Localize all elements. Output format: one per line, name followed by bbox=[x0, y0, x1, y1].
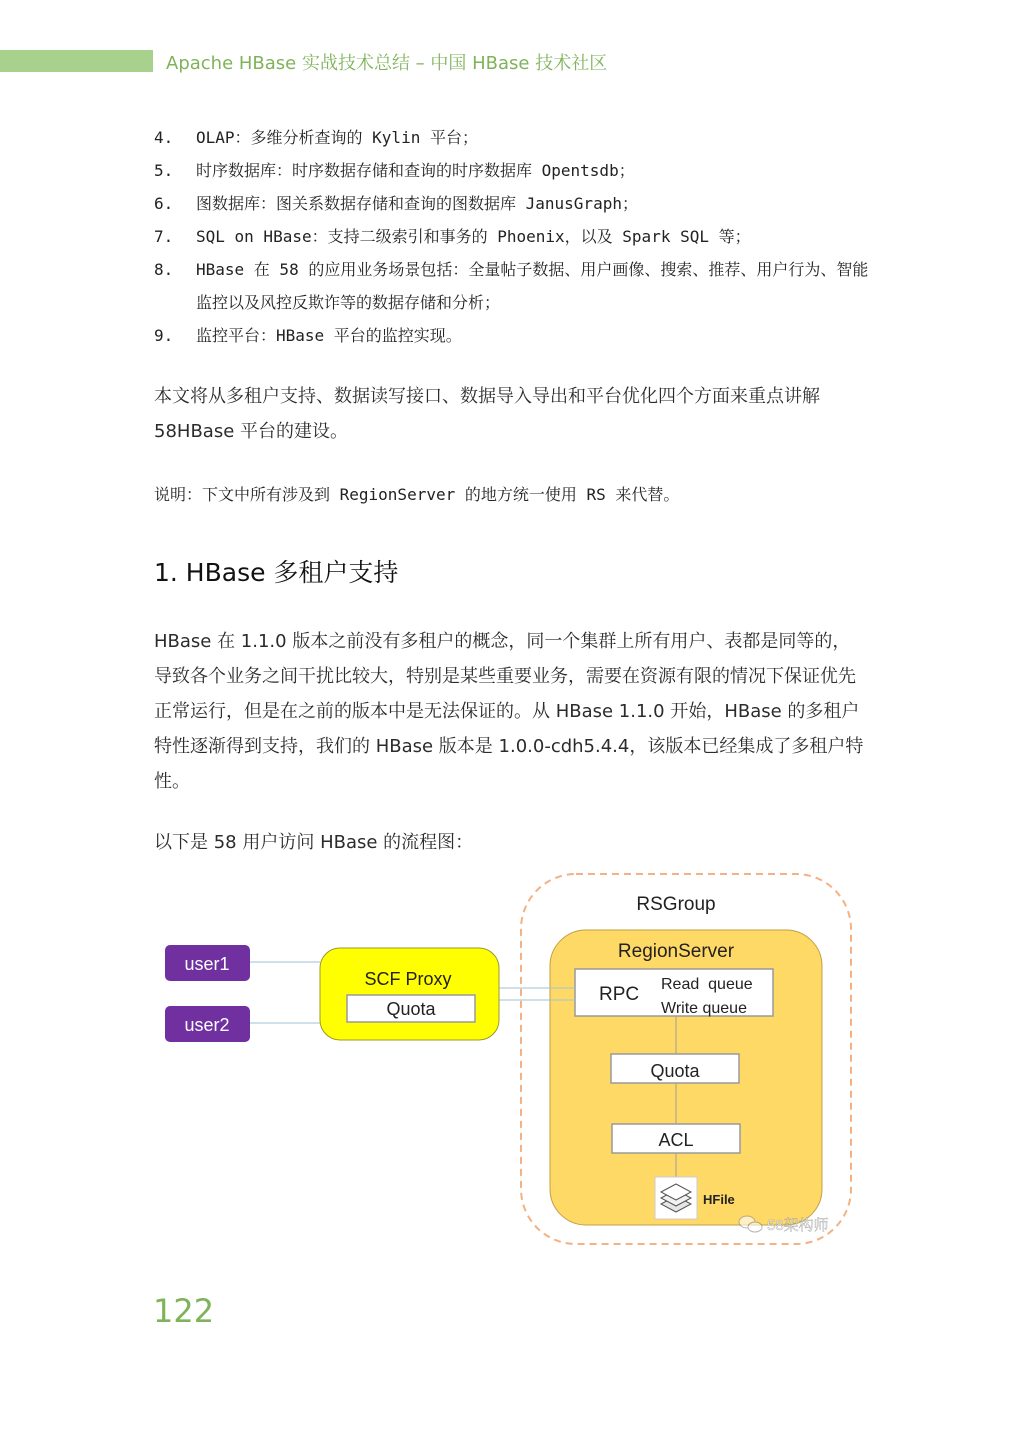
hfile-icon bbox=[655, 1177, 697, 1219]
rsgroup-label: RSGroup bbox=[636, 894, 716, 915]
watermark-text: 58架构师 bbox=[767, 1217, 829, 1234]
list-item bbox=[154, 187, 874, 220]
list-item-number: 9. bbox=[154, 326, 174, 345]
list-item bbox=[154, 121, 874, 154]
list-item-text: 图数据库：图关系数据存储和查询的图数据库 JanusGraph； bbox=[196, 194, 638, 213]
note-text: 说明：下文中所有涉及到 RegionServer 的地方统一使用 RS 来代替。 bbox=[154, 485, 680, 504]
list-item-text: HBase 在 58 的应用业务场景包括：全量帖子数据、用户画像、搜索、推荐、用户行为、智能监控以及风控反欺诈等的数据存储和分析； bbox=[196, 260, 869, 312]
list-item-number: 8. bbox=[154, 260, 174, 279]
section-paragraph: HBase 在 1.1.0 版本之前没有多租户的概念，同一个集群上所有用户、表都是同等的，导致各个业务之间干扰比较大，特别是某些重要业务，需要在资源有限的情况下保证优先正常运行，但是在之前的版本中是无法保证的。从 HBase 1.1.0 开始，HBase 的多租户特性逐渐得到支持，我们的 HBase 版本是 1.0.0-cdh5.4.4，该版本已经集成了多租户特性。 bbox=[154, 631, 864, 792]
running-header-title: Apache HBase 实战技术总结 – 中国 HBase 技术社区 bbox=[166, 53, 608, 74]
list-item-number: 5. bbox=[154, 161, 174, 180]
regionserver-label: RegionServer bbox=[617, 941, 735, 962]
intro-paragraph: 本文将从多租户支持、数据读写接口、数据导入导出和平台优化四个方面来重点讲解 58HBase 平台的建设。 bbox=[154, 386, 820, 442]
list-item bbox=[154, 154, 874, 187]
figure-caption: 以下是 58 用户访问 HBase 的流程图： bbox=[154, 832, 474, 853]
user2-label: user2 bbox=[184, 1015, 230, 1035]
list-item-text: 监控平台：HBase 平台的监控实现。 bbox=[196, 326, 462, 345]
scf-proxy-label: SCF Proxy bbox=[364, 969, 452, 989]
list-item-text: 时序数据库：时序数据存储和查询的时序数据库 Opentsdb； bbox=[196, 161, 635, 180]
list-item bbox=[154, 220, 874, 253]
page-number: 122 bbox=[153, 1292, 215, 1330]
list-item-number: 4. bbox=[154, 128, 174, 147]
section-heading: 1. HBase 多租户支持 bbox=[154, 558, 399, 587]
list-item-number: 7. bbox=[154, 227, 174, 246]
proxy-quota-label: Quota bbox=[386, 999, 436, 1019]
hfile-label: HFile bbox=[703, 1192, 735, 1207]
list-item bbox=[154, 253, 874, 319]
header-accent-bar bbox=[0, 50, 153, 72]
list-item-number: 6. bbox=[154, 194, 174, 213]
list-item-text: OLAP：多维分析查询的 Kylin 平台； bbox=[196, 128, 478, 147]
scf-proxy-box bbox=[320, 948, 499, 1040]
acl-label: ACL bbox=[658, 1130, 694, 1150]
rpc-label: RPC bbox=[599, 984, 640, 1005]
write-queue-label: Write queue bbox=[661, 1000, 747, 1017]
user1-label: user1 bbox=[184, 954, 230, 974]
read-queue-label: Read queue bbox=[661, 976, 753, 993]
numbered-list bbox=[154, 121, 874, 352]
rs-quota-label: Quota bbox=[650, 1061, 700, 1081]
hbase-access-flow-diagram bbox=[155, 866, 865, 1258]
list-item bbox=[154, 319, 874, 352]
list-item-text: SQL on HBase：支持二级索引和事务的 Phoenix，以及 Spark SQL 等； bbox=[196, 227, 751, 246]
